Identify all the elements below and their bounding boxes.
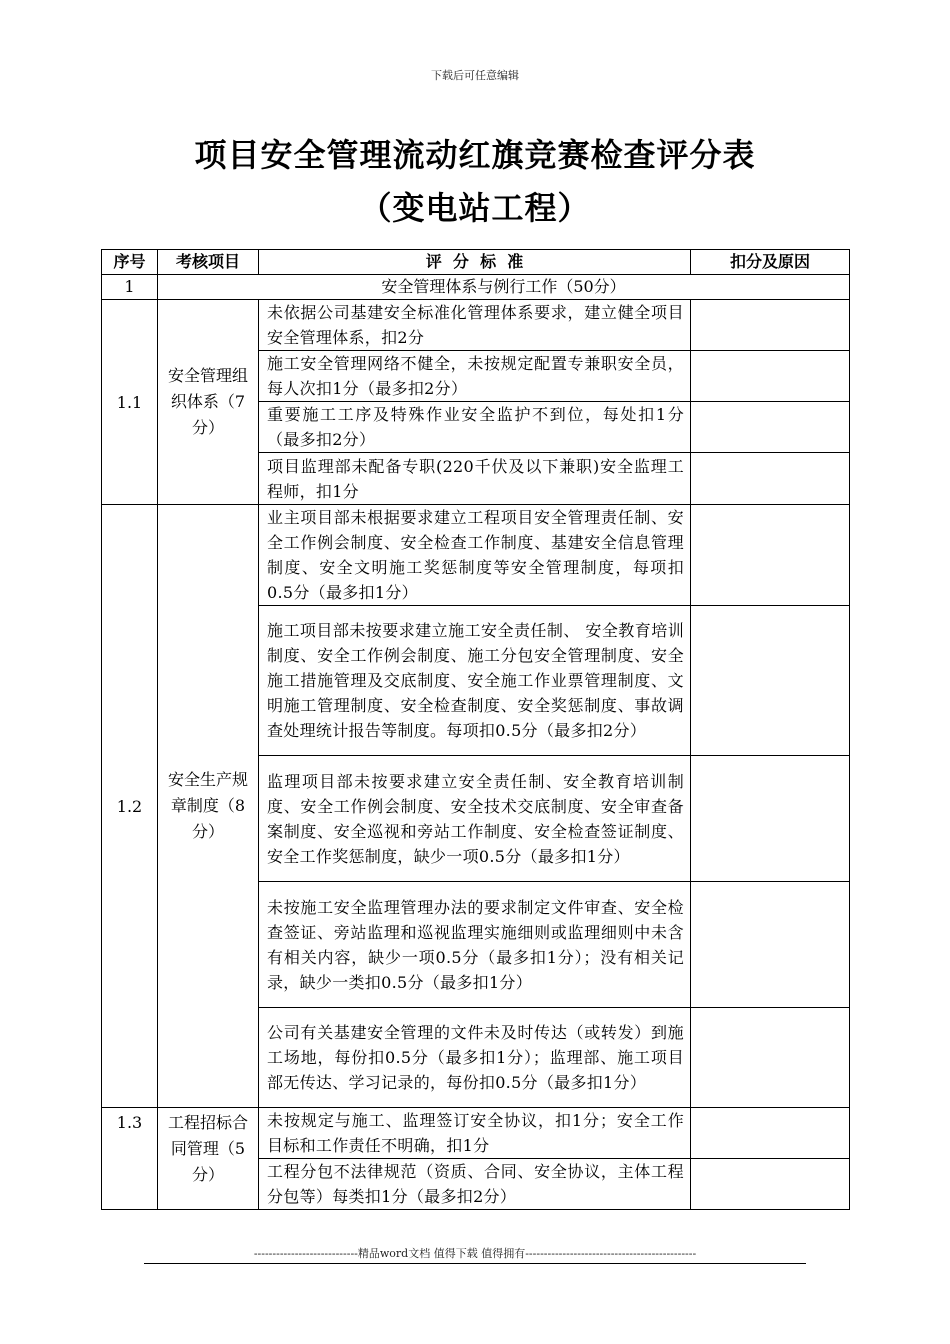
deduction-cell[interactable] [691,1008,850,1108]
group-item: 安全管理组织体系（7分） [158,300,259,505]
header-deduction: 扣分及原因 [691,250,850,275]
criterion-text: 施工安全管理网络不健全，未按规定配置专兼职安全员，每人次扣1分（最多扣2分） [259,351,691,402]
table-row [102,1108,850,1159]
section-row [102,275,850,300]
group-item: 安全生产规章制度（8分） [158,505,259,1108]
criterion-text: 未按规定与施工、监理签订安全协议，扣1分；安全工作目标和工作责任不明确，扣1分 [259,1108,691,1159]
deduction-cell[interactable] [691,453,850,505]
group-no: 1.1 [102,300,158,505]
deduction-cell[interactable] [691,402,850,453]
group-item: 工程招标合同管理（5分） [158,1108,259,1210]
footer-divider [144,1263,806,1264]
header-standard: 评 分 标 准 [259,250,691,275]
group-no: 1.2 [102,505,158,1108]
scoring-table [101,249,850,1210]
criterion-text: 未按施工安全监理管理办法的要求制定文件审查、安全检查签证、旁站监理和巡视监理实施细则或监理细则中未含有相关内容，缺少一项0.5分（最多扣1分）；没有相关记录，缺少一类扣0.5分（最多扣1分） [259,882,691,1008]
table-row [102,300,850,351]
criterion-text: 未依据公司基建安全标准化管理体系要求，建立健全项目安全管理体系，扣2分 [259,300,691,351]
deduction-cell[interactable] [691,300,850,351]
group-no: 1.3 [102,1108,158,1210]
table-row [102,505,850,606]
criterion-text: 监理项目部未按要求建立安全责任制、安全教育培训制度、安全工作例会制度、安全技术交底制度、安全审查备案制度、安全巡视和旁站工作制度、安全检查签证制度、安全工作奖惩制度，缺少一项0.5分（最多扣1分） [259,756,691,882]
criterion-text: 业主项目部未根据要求建立工程项目安全管理责任制、安全工作例会制度、安全检查工作制度、基建安全信息管理制度、安全文明施工奖惩制度等安全管理制度，每项扣0.5分（最多扣1分） [259,505,691,606]
criterion-text: 公司有关基建安全管理的文件未及时传达（或转发）到施工场地，每份扣0.5分（最多扣1分）；监理部、施工项目部无传达、学习记录的，每份扣0.5分（最多扣1分） [259,1008,691,1108]
header-no: 序号 [102,250,158,275]
deduction-cell[interactable] [691,756,850,882]
criterion-text: 项目监理部未配备专职(220千伏及以下兼职)安全监理工程师，扣1分 [259,453,691,505]
criterion-text: 工程分包不法律规范（资质、合同、安全协议，主体工程分包等）每类扣1分（最多扣2分） [259,1159,691,1210]
table-header-row [102,250,850,275]
section-no: 1 [102,275,158,300]
deduction-cell[interactable] [691,882,850,1008]
criterion-text: 施工项目部未按要求建立施工安全责任制、 安全教育培训制度、安全工作例会制度、施工分包安全管理制度、安全施工措施管理及交底制度、安全施工作业票管理制度、文明施工管理制度、安全检查制度、安全奖惩制度、事故调查处理统计报告等制度。每项扣0.5分（最多扣2分） [259,606,691,756]
deduction-cell[interactable] [691,606,850,756]
criterion-text: 重要施工工序及特殊作业安全监护不到位，每处扣1分（最多扣2分） [259,402,691,453]
footer-note: ----------------------------精品word文档 值得下载 值得拥有---------------------------------------------- [253,1247,697,1260]
document-title: 项目安全管理流动红旗竞赛检查评分表 [194,136,756,174]
deduction-cell[interactable] [691,505,850,606]
deduction-cell[interactable] [691,1108,850,1159]
header-note: 下载后可任意编辑 [431,69,519,82]
header-item: 考核项目 [158,250,259,275]
deduction-cell[interactable] [691,351,850,402]
section-title: 安全管理体系与例行工作（50分） [158,275,850,300]
deduction-cell[interactable] [691,1159,850,1210]
document-subtitle: （变电站工程） [359,189,591,227]
